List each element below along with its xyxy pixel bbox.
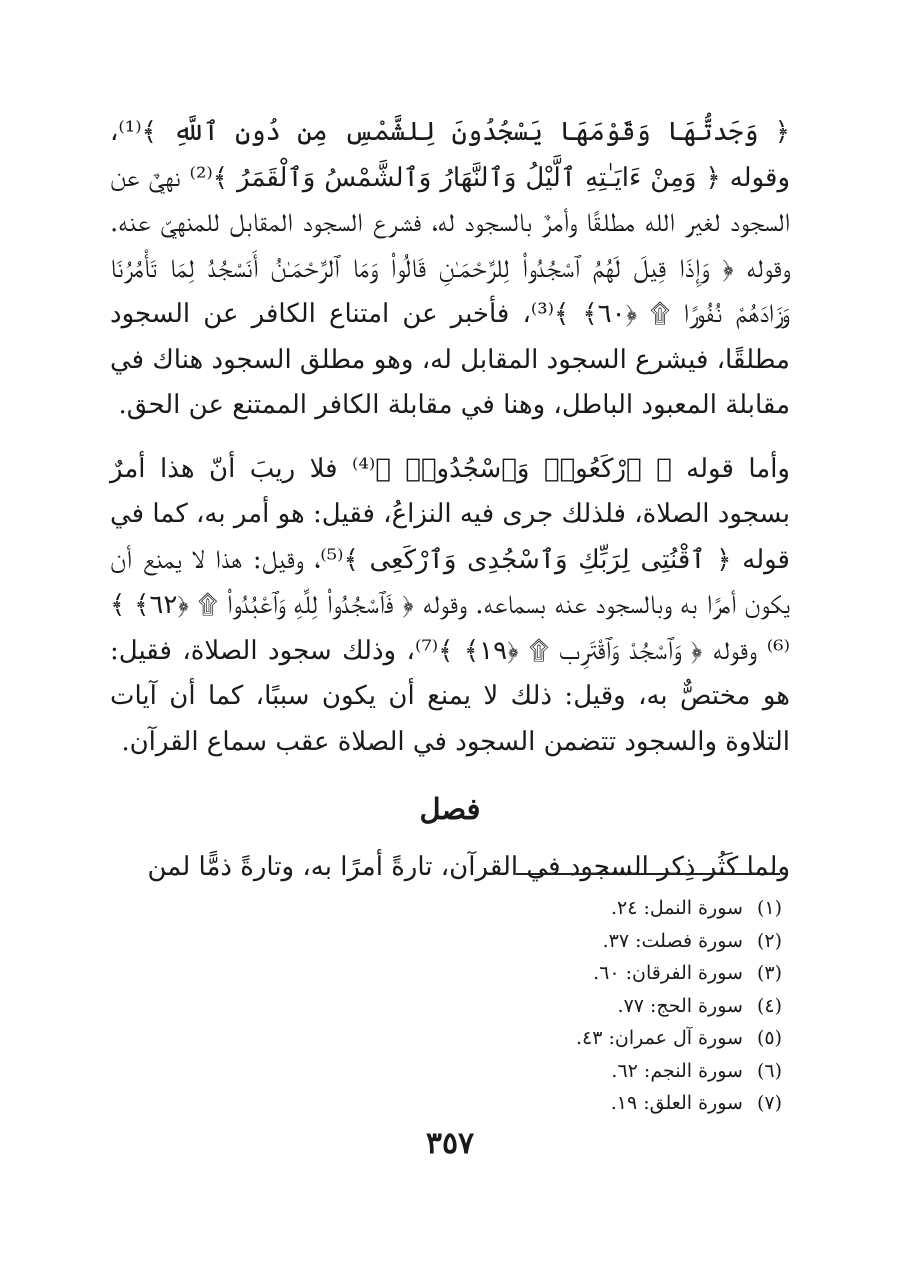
footnote-number: (٣) — [756, 962, 782, 984]
paragraph: وأما قوله ﴿ ٱرْكَعُوا۟ وَٱسْجُدُوا۟ ﴾⁽⁴⁾ فلا ريبَ أنّ هذا أمرٌ بسجود الصلاة، فلذلك جرى فيه النزاعُ، فقيل: هو أمر به، كما في قوله ﴿ ٱقْنُتِى لِرَبِّكِ وَٱسْجُدِى وَٱرْكَعِى ﴾⁽⁵⁾، وقيل: هذا لا يمنع أن يكون أمرًا به وبالسجود عنه بسماعه. وقوله ﴿ فَٱسْجُدُوا۟ لِلَّهِ وَٱعْبُدُوا۟ ۩ ﴿٦٢﴾ ﴾⁽⁶⁾ وقوله ﴿ وَٱسْجُدْ وَٱقْتَرِب ۩ ﴿١٩﴾ ﴾⁽⁷⁾، وذلك سجود الصلاة، فقيل: هو مختصٌّ به، وقيل: ذلك لا يمنع أن يكون سببًا، كما أن آيات التلاوة والسجود تتضمن السجود في الصلاة عقب سماع القرآن. — [110, 453, 790, 757]
footnote-text: سورة النجم: ٦٢. — [611, 1059, 743, 1082]
main-text — [110, 110, 790, 890]
footnote-item — [362, 990, 782, 1023]
paragraph: ولما كَثُر ذِكر السجود في القرآن، تارةً أمرًا به، وتارةً ذمًّا لمن — [147, 851, 790, 882]
footnote-item — [362, 1022, 782, 1055]
footnote-separator — [516, 873, 780, 875]
footnote-item — [362, 1055, 782, 1088]
page-number: ٣٥٧ — [425, 1126, 475, 1161]
footnote-text: سورة فصلت: ٣٧. — [602, 929, 743, 952]
footnote-text: سورة آل عمران: ٤٣. — [575, 1027, 743, 1049]
footnote-item — [362, 957, 782, 990]
footnote-text: سورة الحج: ٧٧. — [617, 994, 743, 1017]
footnote-text: سورة الفرقان: ٦٠. — [593, 962, 743, 984]
footnote-text: سورة النمل: ٢٤. — [610, 897, 743, 919]
footnote-item — [362, 925, 782, 958]
paragraph: ﴿ وَجَدتُّهَا وَقَوْمَهَا يَسْجُدُونَ لِلشَّمْسِ مِن دُونِ ٱللَّهِ ﴾⁽¹⁾، وقوله ﴿ وَمِنْ ءَايَـٰتِهِ ٱلَّيْلُ وَٱلنَّهَارُ وَٱلشَّمْسُ وَٱلْقَمَرُ ﴾⁽²⁾ نهيٌ عن السجود لغير الله مطلقًا وأمرٌ بالسجود له، فشرع السجود المقابل للمنهيّ عنه. وقوله ﴿ وَإِذَا قِيلَ لَهُمُ ٱسْجُدُوا۟ لِلرَّحْمَـٰنِ قَالُوا۟ وَمَا ٱلرَّحْمَـٰنُ أَنَسْجُدُ لِمَا تَأْمُرُنَا وَزَادَهُمْ نُفُورًا ۩ ﴿٦٠﴾ ﴾⁽³⁾، فأخبر عن امتناع الكافر عن السجود مطلقًا، فيشرع السجود المقابل له، وهو مطلق السجود هناك في مقابلة المعبود الباطل، وهنا في مقابلة الكافر الممتنع عن الحق. — [110, 117, 791, 420]
footnote-number: (٤) — [756, 994, 782, 1017]
footnote-text: سورة العلق: ١٩. — [610, 1092, 743, 1114]
footnote-number: (٥) — [756, 1027, 782, 1049]
footnotes-list — [362, 892, 782, 1120]
footnote-number: (٦) — [756, 1059, 782, 1082]
section-heading: فصل — [419, 792, 481, 826]
footnote-number: (٢) — [756, 929, 782, 952]
footnote-number: (١) — [756, 897, 782, 919]
footnote-number: (٧) — [756, 1092, 782, 1114]
footnote-item — [362, 1087, 782, 1120]
footnote-item — [362, 892, 782, 925]
